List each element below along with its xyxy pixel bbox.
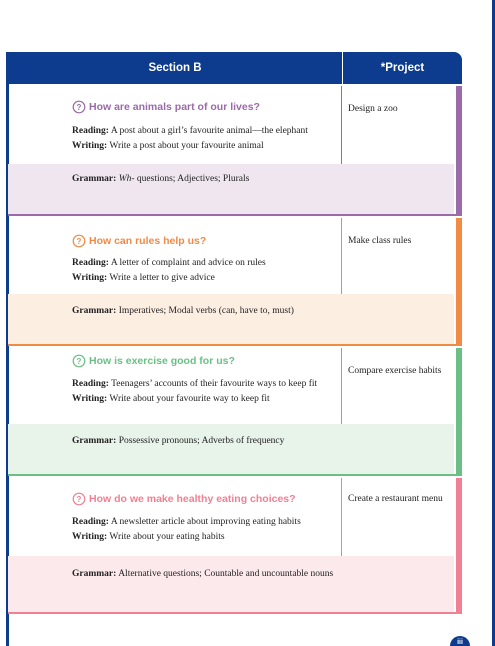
- writing-line: Writing: Write about your eating habits: [72, 532, 225, 542]
- svg-text:?: ?: [76, 357, 82, 366]
- grammar-line: Grammar: Imperatives; Modal verbs (can, have to, must): [72, 306, 294, 316]
- writing-line: Writing: Write a letter to give advice: [72, 273, 215, 283]
- project-header: *Project: [380, 62, 425, 74]
- unit-question: ? How do we make healthy eating choices?: [72, 492, 296, 506]
- svg-text:?: ?: [76, 103, 82, 112]
- page-number-badge: iii: [450, 636, 470, 646]
- project-text: Design a zoo: [348, 104, 398, 114]
- unit-row: [8, 478, 462, 614]
- unit-question: ? How can rules help us?: [72, 234, 206, 248]
- section-header: Section B: [148, 62, 202, 74]
- unit-question: ? How are animals part of our lives?: [72, 100, 260, 114]
- writing-line: Writing: Write a post about your favourite animal: [72, 141, 264, 151]
- reading-line: Reading: Teenagers’ accounts of their favourite ways to keep fit: [72, 379, 318, 389]
- reading-line: Reading: A post about a girl’s favourite animal—the elephant: [72, 126, 308, 136]
- project-text: Compare exercise habits: [348, 366, 442, 376]
- reading-line: Reading: A newsletter article about improving eating habits: [72, 517, 301, 527]
- question-circle-icon: [72, 234, 86, 248]
- unit-question: ? How is exercise good for us?: [72, 354, 235, 368]
- question-circle-icon: [72, 354, 86, 368]
- unit-row: [8, 348, 462, 476]
- grammar-line: Grammar: Possessive pronouns; Adverbs of frequency: [72, 436, 285, 446]
- unit-row: [8, 86, 462, 216]
- question-circle-icon: [72, 100, 86, 114]
- unit-row: [8, 218, 462, 346]
- svg-text:?: ?: [76, 495, 82, 504]
- grammar-line: Grammar: Alternative questions; Countable and uncountable nouns: [72, 569, 334, 579]
- table-header: [8, 52, 462, 84]
- svg-text:?: ?: [76, 237, 82, 246]
- question-circle-icon: [72, 492, 86, 506]
- grammar-line: Grammar: Wh- questions; Adjectives; Plurals: [72, 174, 250, 184]
- writing-line: Writing: Write about your favourite way to keep fit: [72, 394, 270, 404]
- reading-line: Reading: A letter of complaint and advice on rules: [72, 258, 266, 268]
- project-text: Create a restaurant menu: [348, 494, 443, 504]
- project-text: Make class rules: [348, 236, 412, 246]
